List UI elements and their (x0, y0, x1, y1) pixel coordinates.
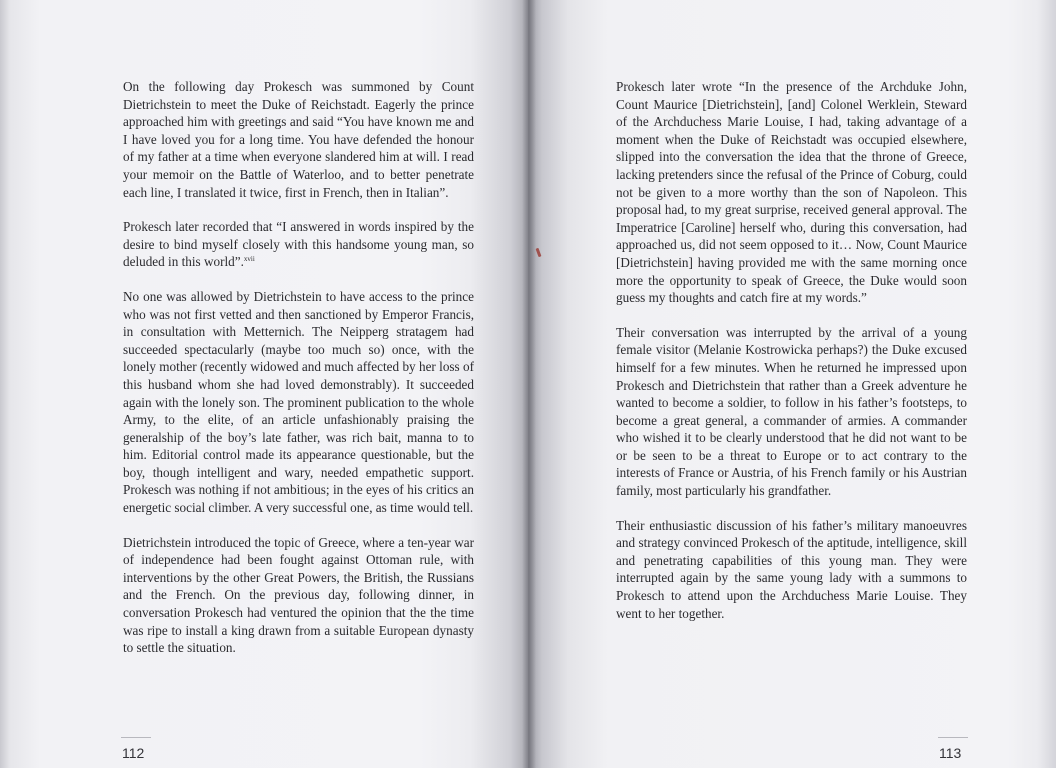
paragraph: Their enthusiastic discussion of his father’s military manoeuvres and strategy convinced Prokesch of the aptitude, intelligence, skill and penetrating capabilities of this young man. They were interrupted again by the same young lady with a summons to Prokesch to attend upon the Archduchess Marie Louise. They went to her together. (616, 517, 967, 621)
page-number-rule (938, 737, 968, 738)
right-page-text (616, 78, 967, 639)
paragraph: Their conversation was interrupted by the arrival of a young female visitor (Melanie Kostrowicka perhaps?) the Duke excused himself for a few minutes. When he returned he impressed upon Prokesch and Dietrichstein that rather than a Greek adventure he wanted to become a soldier, to follow in his father’s footsteps, to become a great general, a commander of armies. A commander who wished it to be clearly understood that he did not want to be or be seen to be a threat to Europe or to act contrary to the interests of France or Austria, of his French family or his Austrian family, most particularly his grandfather. (616, 324, 967, 499)
paragraph-text: Prokesch later recorded that “I answered in words inspired by the desire to bind myself closely with this handsome young man, so deluded in this world”. (123, 219, 474, 270)
paragraph: No one was allowed by Dietrichstein to have access to the prince who was not first vetted and then sanctioned by Emperor Francis, in consultation with Metternich. The Neipperg stratagem had succeeded spectacularly (maybe too much so) once, with the lonely mother (recently widowed and much affected by her loss of this husband whom she had loved demonstrably). It succeeded again with the lonely son. The prominent publication to the whole Army, to the elite, of an article unfashionably praising the generalship of the boy’s late father, was rich bait, manna to to him. Editorial control made its appearance questionable, but the boy, though intelligent and wary, needed empathetic support. Prokesch was nothing if not ambitious; in the eyes of his critics an energetic social climber. A very successful one, as time would tell. (123, 288, 474, 516)
right-page (528, 0, 1056, 768)
left-page-text (123, 78, 474, 674)
footnote-marker: xvii (243, 255, 255, 264)
paragraph: On the following day Prokesch was summoned by Count Dietrichstein to meet the Duke of Reichstadt. Eagerly the prince approached him with greetings and said “You have known me and I have loved you for a long time. You have defended the honour of my father at a time when everyone slandered him at will. I read your memoir on the Battle of Waterloo, and to better penetrate each line, I translated it twice, first in French, then in Italian”. (123, 79, 474, 200)
paragraph (123, 218, 474, 271)
book-gutter (522, 0, 536, 768)
page-number-rule (121, 737, 151, 738)
page-number: 112 (122, 745, 145, 761)
paragraph: Dietrichstein introduced the topic of Greece, where a ten-year war of independence had been fought against Ottoman rule, with interventions by the other Great Powers, the British, the Russians and the French. On the previous day, following dinner, in conversation Prokesch had ventured the opinion that the the time was ripe to install a king drawn from a suitable European dynasty to settle the situation. (123, 534, 474, 656)
paragraph: Prokesch later wrote “In the presence of the Archduke John, Count Maurice [Dietrichstein], [and] Colonel Werklein, Steward of the Archduchess Marie Louise, I had, taking advantage of a moment when the Duke of Reichstadt was occupied elsewhere, slipped into the conversation the idea that the throne of Greece, lacking pretenders since the refusal of the Prince of Coburg, could not be given to a more worthy than the son of Napoleon. This proposal had, to my great surprise, received general approval. The Imperatrice [Caroline] herself who, during this conversation, had approached us, did not seem opposed to it… Now, Count Maurice [Dietrichstein] having provided me with the same morning once more the opportunity to speak of Greece, the Duke would soon guess my thoughts and catch fire at my words.” (616, 79, 967, 306)
page-number: 113 (939, 745, 962, 761)
